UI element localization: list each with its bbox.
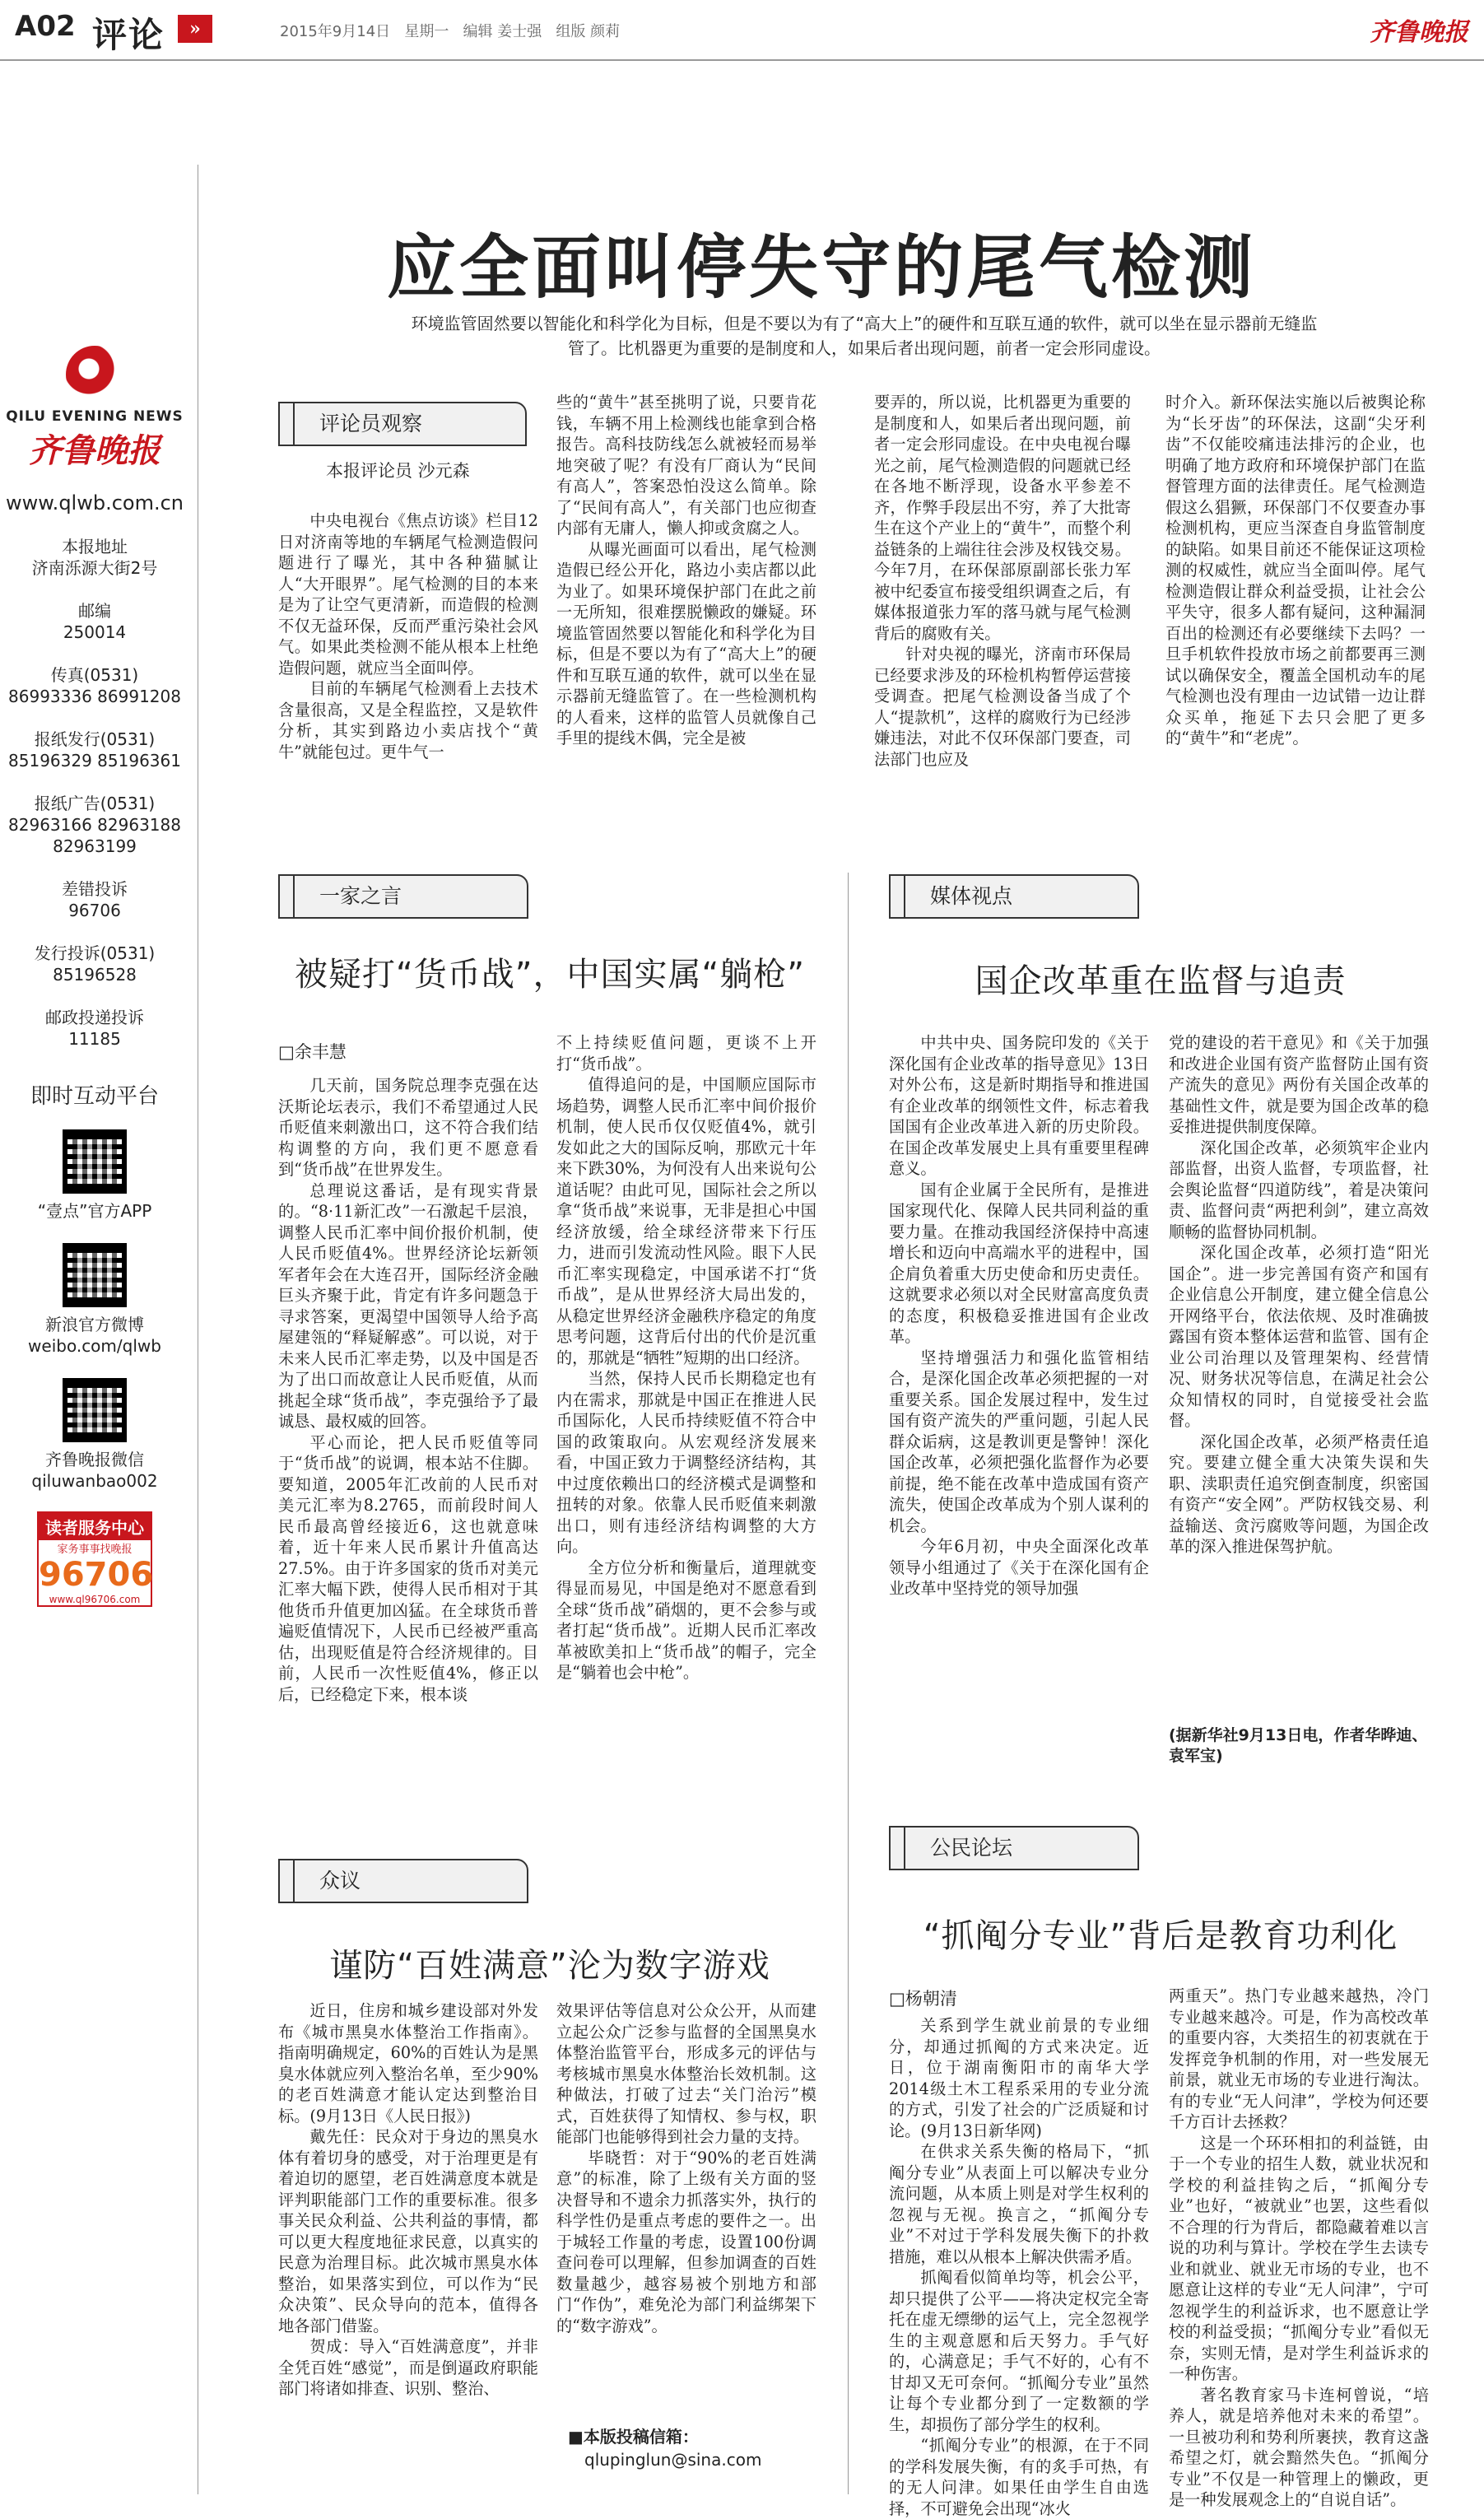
- main-col-3: [874, 392, 1131, 807]
- paragraph: 抓阄看似简单均等，机会公平，却只提供了公平——将决定权完全寄托在虚无缥缈的运气上，完全忽视学生的主观意愿和后天努力。手气好的，心满意足；手气不好的，心有不甘却又无可奈何。“抓阄分专业”虽然让每个专业都分到了一定数额的学生，却损伤了部分学生的权利。: [889, 2268, 1149, 2434]
- main-col-2: [556, 392, 816, 807]
- a3-source: (据新华社9月13日电，作者华晔迪、袁军宝): [1169, 1726, 1428, 1765]
- paragraph: 国有企业属于全民所有，是推进国家现代化、保障人民共同利益的重要力量。在推动我国经济保持中高速增长和迈向中高端水平的进程中，国企肩负着重大历史使命和历史责任。这就要求必须以对全民财富高度负责的态度，积极稳妥推进国有企业改革。: [889, 1180, 1149, 1346]
- submission-email[interactable]: qlupinglun@sina.com: [584, 2450, 762, 2470]
- wechat-qr-icon[interactable]: [63, 1378, 127, 1442]
- paragraph: 著名教育家马卡连柯曾说，“培养人，就是培养他对未来的希望”。一旦被功利和势利所裹挟，教育这盏希望之灯，就会黯然失色。“抓阄分专业”不仅是一种管理上的懒政，更是一种发展观念上的“自说自话”。: [1169, 2385, 1429, 2509]
- contact-fax: 传真(0531) 86993336 86991208: [8, 665, 181, 706]
- paragraph: 些的“黄牛”甚至挑明了说，只要肯花钱，车辆不用上检测线也能拿到合格报告。高科技防线怎么就被轻而易举地突破了呢？有没有厂商认为“民间有高人”，答案恐怕没这么简单。除了“民间有高人”，有关部门也应彻查内部有无庸人，懒人抑或贪腐之人。: [556, 393, 816, 538]
- qr-wechat-label: 齐鲁晚报微信: [45, 1450, 144, 1469]
- paragraph: 要弄的，所以说，比机器更为重要的是制度和人，如果后者出现问题，前者一定会形同虚设。在中央电视台曝光之前，尾气检测造假的问题就已经在各地不断浮现，设备水平参差不齐，作弊手段层出不穷，养了大批寄生在这个产业上的“黄牛”，而整个利益链条的上端往往会涉及权钱交易。今年7月，在环保部原副部长张力军被中纪委宣布接受组织调查之后，有媒体报道张力军的落马就与尾气检测背后的腐败有关。: [874, 393, 1131, 643]
- a3-col-1: [889, 1032, 1149, 1773]
- paragraph: 平心而论，把人民币贬值等同于“货币战”的说调，根本站不住脚。要知道，2005年汇改前的人民币对美元汇率为8.2765，而前段时间人民币最高曾经接近6，这也就意味着，近十年来人民币累计升值高达27.5%。由于许多国家的货币对美元汇率大幅下跌，使得人民币相对于其他货币升值更加凶猛。在全球货币普遍贬值情况下，人民币已经被严重高估，出现贬值是符合经济规律的。目前，人民币一次性贬值4%，修正以后，已经稳定下来，根本谈: [278, 1432, 538, 1704]
- app-qr-icon[interactable]: [63, 1129, 127, 1194]
- qr-weibo-label: 新浪官方微博: [45, 1315, 144, 1334]
- paragraph: 中央电视台《焦点访谈》栏目12日对济南等地的车辆尾气检测造假问题进行了曝光，其中各种猫腻让人“大开眼界”。尾气检测的目的本来是为了让空气更清新，而造假的检测不仅无益环保，反而严重污染社会风气。如果此类检测不能从根本上杜绝造假问题，就应当全面叫停。: [278, 511, 538, 677]
- paragraph: 中共中央、国务院印发的《关于深化国有企业改革的指导意见》13日对外公布，这是新时期指导和推进国有企业改革的纲领性文件，标志着我国国有企业改革进入新的历史阶段。在国企改革发展史上具有重要里程碑意义。: [889, 1033, 1149, 1178]
- a5-col-1: [889, 2015, 1149, 2518]
- column-divider: [848, 873, 849, 2494]
- a2-byline: □余丰慧: [278, 1042, 347, 1062]
- a2-headline: 被疑打“货币战”，中国实属“躺枪”: [295, 956, 805, 994]
- interactive-platform-title: 即时互动平台: [30, 1084, 159, 1109]
- main-deck: 环境监管固然要以智能化和科学化为目标，但是不要以为有了“高大上”的硬件和互联互通的软件，就可以坐在显示器前无缝监管了。比机器更为重要的是制度和人，如果后者出现问题，前者一定会形同虚设。: [411, 314, 1318, 358]
- section-title: 评论: [92, 15, 165, 55]
- paragraph: 关系到学生就业前景的专业细分，却通过抓阄的方式来决定。近日，位于湖南衡阳市的南华大学2014级土木工程系采用的专业分流的方式，引发了社会的广泛质疑和讨论。(9月13日新华网): [889, 2016, 1149, 2140]
- paragraph: 深化国企改革，必须筑牢企业内部监督，出资人监督，专项监督，社会舆论监督“四道防线”，着是决策问责、监督问责“两把利剑”，建立高效顺畅的监督协同机制。: [1169, 1138, 1429, 1241]
- tag-public: 众议: [278, 1859, 528, 1903]
- main-byline: 本报评论员 沙元森: [326, 461, 470, 481]
- paragraph: 毕晓哲：对于“90%的老百姓满意”的标准，除了上级有关方面的竖决督导和不遗余力抓落实外，执行的科学性仍是重点考虑的要件之一。出于城轻工作量的考虑，设置100份调查问卷可以理解，但参加调查的百姓数量越少，越容易被个别地方和部门“作伪”，难免沦为部门利益绑架下的“数字游戏”。: [556, 2148, 816, 2335]
- tag-media: 媒体视点: [889, 874, 1139, 919]
- a4-col-2: [556, 2000, 816, 2412]
- qr-weibo-url: weibo.com/qlwb: [28, 1336, 161, 1356]
- paragraph: 效果评估等信息对公众公开，从而建立起公众广泛参与监督的全国黑臭水体整治监管平台，形成多元的评估与考核城市黑臭水体整治长效机制。这种做法，打破了过去“关门治污”模式，百姓获得了知情权、参与权，职能部门也能够得到社会力量的支持。: [556, 2001, 816, 2146]
- contact-complaints: 发行投诉(0531) 85196528: [34, 943, 156, 985]
- paragraph: 深化国企改革，必须严格责任追究。要建立健全重大决策失误和失职、渎职责任追究倒查制度，织密国有资产“安全网”。严防权钱交易、利益输送、贪污腐败等问题，为国企改革的深入推进保驾护航。: [1169, 1432, 1429, 1556]
- a5-col-2: [1169, 1986, 1429, 2509]
- logo-english: QILU EVENING NEWS: [6, 408, 184, 425]
- paragraph: 在供求关系失衡的格局下，“抓阄分专业”从表面上可以解决专业分流问题，从本质上则是对学生权利的忽视与无视。换言之，“抓阄分专业”不对过于学科发展失衡下的扑救措施，难以从根本上解决供需矛盾。: [889, 2142, 1149, 2266]
- paragraph: “抓阄分专业”的根源，在于不同的学科发展失衡，有的炙手可热，有的无人问津。如果任由学生自由选择，不可避免会出现“冰火: [889, 2436, 1149, 2518]
- paragraph: 针对央视的曝光，济南市环保局已经要求涉及的环检机构暂停运营接受调查。把尾气检测设备当成了个人“提款机”，这样的腐败行为已经涉嫌违法，对此不仅环保部门要查，司法部门也应及: [874, 645, 1131, 769]
- contact-postcode: 邮编 250014: [63, 601, 127, 642]
- a4-headline: 谨防“百姓满意”沦为数字游戏: [329, 1947, 770, 1985]
- contact-ads: 报纸广告(0531) 82963166 82963188 82963199: [8, 794, 181, 856]
- paragraph: 当然，保持人民币长期稳定也有内在需求，那就是中国正在推进人民币国际化，人民币持续贬值不符合中国的政策取向。从宏观经济发展来看，中国正致力于调整经济结构，其中过度依赖出口的经济模式是调整和扭转的对象。依靠人民币贬值来刺激出口，则有违经济结构调整的大方向。: [556, 1369, 816, 1556]
- paragraph: 今年6月初，中央全面深化改革领导小组通过了《关于在深化国有企业改革中坚持党的领导加强: [889, 1537, 1149, 1598]
- newspaper-logo-icon: [66, 346, 123, 403]
- paragraph: 全方位分析和衡量后，道理就变得显而易见，中国是绝对不愿意看到全球“货币战”硝烟的，更不会参与或者打起“货币战”。近期人民币汇率改革被欧美扣上“货币战”的帽子，完全是“躺着也会中枪”。: [556, 1557, 816, 1682]
- website-url[interactable]: www.qlwb.com.cn: [6, 491, 184, 515]
- paragraph: 两重天”。热门专业越来越热，冷门专业越来越冷。可是，作为高校改革的重要内容，大类招生的初衷就在于发挥竞争机制的作用，对一些发展无前景，就业无市场的专业进行淘汰。有的专业“无人问津”，学校为何还要千方百计去拯救？: [1169, 1986, 1429, 2131]
- a3-headline: 国企改革重在监督与追责: [975, 962, 1347, 1000]
- main-col-1: [278, 510, 538, 807]
- a4-col-1: [278, 2000, 538, 2494]
- a2-col-1: [278, 1075, 538, 1824]
- section-arrow-icon: »: [178, 15, 212, 43]
- qr-app-label: “壹点”官方APP: [37, 1201, 152, 1221]
- issue-meta: 2015年9月14日 星期一 编辑 姜士强 组版 颜莉: [280, 23, 621, 40]
- weibo-qr-icon[interactable]: [63, 1243, 127, 1307]
- paragraph: 贺成：导入“百姓满意度”，并非全凭百姓“感觉”，而是倒逼政府职能部门将诸如排查、识别、整治、: [278, 2337, 538, 2398]
- a5-byline: □杨朝清: [889, 1989, 957, 2009]
- paragraph: 几天前，国务院总理李克强在达沃斯论坛表示，我们不希望通过人民币贬值来刺激出口，这不符合我们结构调整的方向，我们更不愿意看到“货币战”在世界发生。: [278, 1076, 538, 1179]
- paragraph: 党的建设的若干意见》和《关于加强和改进企业国有资产监督防止国有资产流失的意见》两份有关国企改革的基础性文件，就是要为国企改革的稳妥推进提供制度保障。: [1169, 1033, 1429, 1136]
- sidebar: [0, 346, 189, 1607]
- page-number: A02: [15, 10, 76, 43]
- paragraph: 总理说这番话，是有现实背景的。“8·11新汇改”一石激起千层浪，调整人民币汇率中间价报价机制，使人民币贬值4%。世界经济论坛新领军者年会在大连召开，国际经济金融巨头齐聚于此，肯定有许多问题急于寻求答案，更渴望中国领导人给予高屋建瓴的“释疑解惑”。可以说，对于未来人民币汇率走势，以及中国是否为了出口而故意让人民币贬值，从而挑起全球“货币战”，李克强给予了最诚恳、最权威的回答。: [278, 1180, 538, 1431]
- paragraph: 近日，住房和城乡建设部对外发布《城市黑臭水体整治工作指南》。指南明确规定，60%的百姓认为是黑臭水体就应列入整治名单，至少90%的老百姓满意才能认定达到整治目标。(9月13日《人民日报》): [278, 2001, 538, 2126]
- contact-address: 本报地址 济南泺源大街2号: [31, 537, 158, 578]
- contact-distribution: 报纸发行(0531) 85196329 85196361: [8, 729, 181, 771]
- submission-label: ■本版投稿信箱：: [568, 2427, 699, 2447]
- paragraph: 这是一个环环相扣的利益链，由于一个专业的招生人数，就业状况和学校的利益挂钩之后，“抓阄分专业”也好，“被就业”也罢，这些看似不合理的行为背后，都隐藏着难以言说的功利与算计。学校在学生去读专业和就业、就业无市场的专业，也不愿意让这样的专业“无人问津”，宁可忽视学生的利益诉求，也不愿意让学校的利益受损；“抓阄分专业”看似无奈，实则无情，是对学生利益诉求的一种伤害。: [1169, 2133, 1429, 2383]
- a2-col-2: [556, 1032, 816, 1824]
- paragraph: 从曝光画面可以看出，尾气检测造假已经公开化，路边小卖店都以此为业了。如果环境保护部门在此之前一无所知，很难摆脱懒政的嫌疑。环境监管固然要以智能化和科学化为目标，但是不要以为有了“高大上”的硬件和互联互通的软件，就可以坐在显示器前无缝监管了。在一些检测机构的人看来，这样的监管人员就像自己手里的提线木偶，完全是被: [556, 539, 816, 747]
- paragraph: 戴先任：民众对于身边的黑臭水体有着切身的感受，对于治理更是有着迫切的愿望，老百姓满意度本就是评判职能部门工作的重要标准。很多事关民众利益、公共利益的事情，都可以更大程度地征求民意，以真实的民意为治理目标。此次城市黑臭水体整治，如果落实到位，可以作为“民众决策”、民众导向的范本，值得各地各部门借鉴。: [278, 2127, 538, 2335]
- tag-forum: 公民论坛: [889, 1826, 1139, 1870]
- paragraph: 时介入。新环保法实施以后被舆论称为“长牙齿”的环保法，这副“尖牙利齿”不仅能咬痛违法排污的企业，也明确了地方政府和环境保护部门在监督管理方面的法律责任。尾气检测造假这么猖獗，环保部门不仅要查办事检测机构，更应当深查自身监管制度的缺陷。如果目前还不能保证这项检测的权威性，就应当全面叫停。尾气检测造假让群众利益受损，让社会公平失守，很多人都有疑问，这种漏洞百出的检测还有必要继续下去吗？一旦手机软件投放市场之前都要再三测试以确保安全，覆盖全国机动车的尾气检测也没有理由一边试错一边让群众买单，拖延下去只会肥了更多的“黄牛”和“老虎”。: [1165, 393, 1426, 747]
- header-rule: [0, 59, 1484, 61]
- paragraph: 值得追问的是，中国顺应国际市场趋势，调整人民币汇率中间价报价机制，使人民币仅仅贬值4%，就引发如此之大的国际反响，那欧元十年来下跌30%，为何没有人出来说句公道话呢？由此可见，国际社会之所以拿“货币战”来说事，无非是担心中国经济放缓，给全球经济带来下行压力，进而引发流动性风险。眼下人民币汇率实现稳定，中国承诺不打“货币战”，是从世界经济大局出发的，从稳定世界经济金融秩序稳定的角度思考问题，这背后付出的代价是沉重的，那就是“牺牲”短期的出口经济。: [556, 1075, 816, 1367]
- paragraph: 坚持增强活力和强化监管相结合，是深化国企改革必须把握的一对重要关系。国企发展过程中，发生过国有资产流失的严重问题，引起人民群众诟病，这是教训更是警钟！深化国企改革，必须把强化监督作为必要前提，绝不能在改革中造成国有资产流失，使国企改革成为个别人谋利的机会。: [889, 1348, 1149, 1535]
- contact-postal: 邮政投递投诉 11185: [45, 1008, 144, 1049]
- qr-wechat-id: qiluwanbao002: [31, 1471, 158, 1491]
- tag-opinion: 一家之言: [278, 874, 528, 919]
- main-col-4: [1165, 392, 1426, 807]
- masthead-logo: 齐鲁晚报: [1370, 18, 1468, 47]
- a3-col-2: [1169, 1032, 1429, 1732]
- logo-chinese: 齐鲁晚报: [29, 431, 160, 470]
- main-headline: 应全面叫停失守的尾气检测: [387, 227, 1257, 308]
- a5-headline: “抓阄分专业”背后是教育功利化: [923, 1917, 1398, 1955]
- tag-observer: 评论员观察: [278, 402, 527, 446]
- contact-errors: 差错投诉 96706: [62, 879, 128, 920]
- paragraph: 深化国企改革，必须打造“阳光国企”。进一步完善国有资产和国有企业信息公开制度，建立健全信息公开网络平台，依法依规、及时准确披露国有资本整体运营和监管、国有企业公司治理以及管理架构、经营情况、财务状况等信息，在满足社会公众知情权的同时，自觉接受社会监督。: [1169, 1243, 1429, 1430]
- paragraph: 目前的车辆尾气检测看上去技术含量很高，又是全程监控，又是软件分析，其实到路边小卖店找个“黄牛”就能包过。更牛气一: [278, 679, 538, 761]
- paragraph: 不上持续贬值问题，更谈不上开打“货币战”。: [556, 1033, 816, 1073]
- reader-service-box: 读者服务中心 家务事事找晚报 96706 www.ql96706.com: [37, 1511, 152, 1607]
